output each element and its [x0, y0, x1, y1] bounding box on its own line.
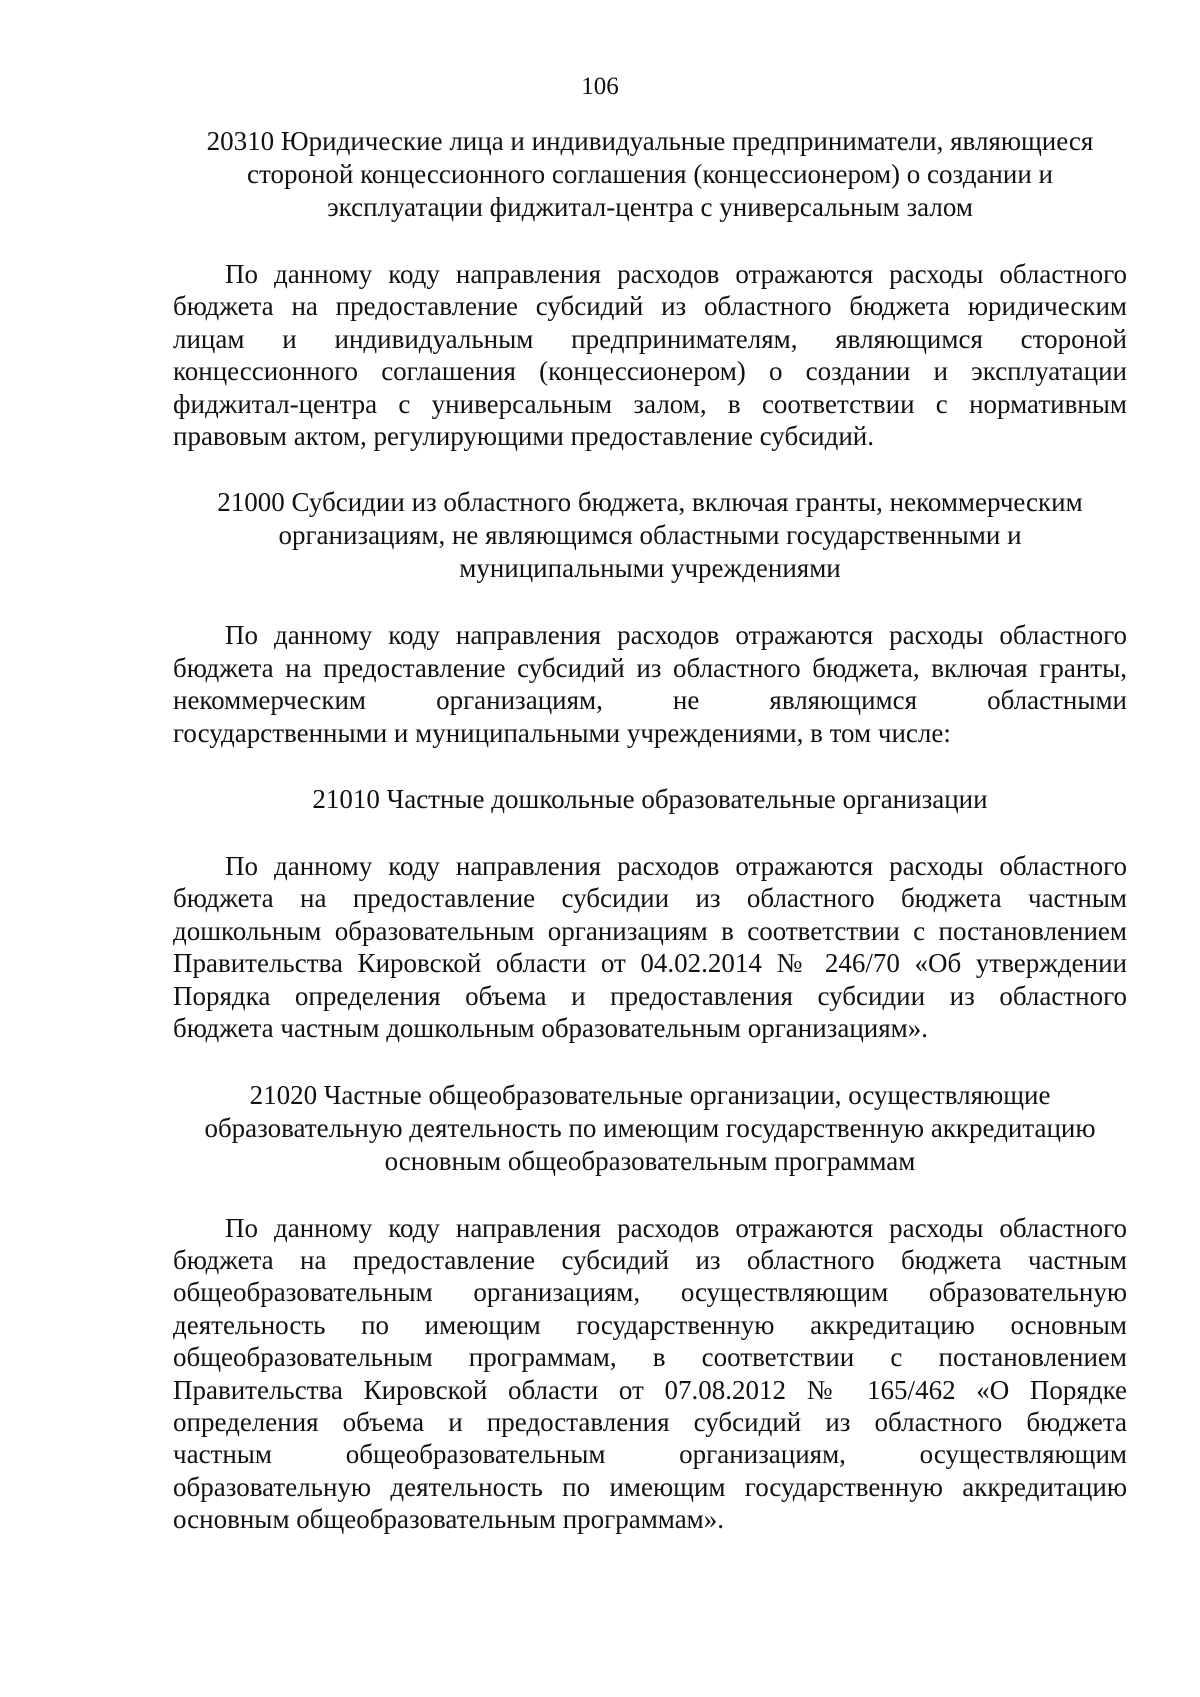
paragraph-line: определения объема и предоставления субсидий из областного бюджета: [173, 1406, 1127, 1437]
paragraph-line: лицам и индивидуальным предпринимателям, являющимся стороной: [173, 323, 1127, 354]
paragraph-line: деятельность по имеющим государственную аккредитацию основным: [173, 1309, 1127, 1340]
heading-line: 20310 Юридические лица и индивидуальные предприниматели, являющиеся: [206, 126, 1094, 156]
heading-line: 21010 Частные дошкольные образовательные организации: [312, 784, 988, 815]
body-paragraph: [173, 619, 1127, 749]
heading-line: организациям, не являющимся областными государственными и: [278, 520, 1022, 551]
paragraph-line: фиджитал-центра с универсальным залом, в соответствии с нормативным: [173, 388, 1127, 419]
heading-line: образовательную деятельность по имеющим государственную аккредитацию: [204, 1112, 1096, 1143]
paragraph-line: Правительства Кировской области от 04.02.2014 № 246/70 «Об утверждении: [173, 948, 1127, 979]
paragraph-line: некоммерческим организациям, не являющимся областными: [173, 685, 1127, 716]
paragraph-line: концессионного соглашения (концессионером) о создании и эксплуатации: [173, 356, 1127, 387]
paragraph-line: образовательную деятельность по имеющим государственную аккредитацию: [173, 1471, 1127, 1502]
heading-line: стороной концессионного соглашения (концессионером) о создании и: [247, 159, 1053, 189]
body-paragraph: [173, 258, 1127, 452]
heading-line: 21020 Частные общеобразовательные организации, осуществляющие: [249, 1079, 1051, 1110]
paragraph-line: бюджета частным дошкольным образовательным организациям».: [173, 1013, 928, 1044]
paragraph-line: дошкольным образовательным организациям в соответствии с постановлением: [173, 915, 1127, 946]
body-paragraph: [173, 850, 1127, 1044]
paragraph-line: По данному коду направления расходов отражаются расходы областного: [225, 620, 1127, 651]
section-heading: [173, 486, 1127, 585]
section-heading: [173, 783, 1127, 816]
paragraph-line: правовым актом, регулирующими предоставление субсидий.: [173, 421, 875, 452]
paragraph-line: общеобразовательным организациям, осуществляющим образовательную: [173, 1277, 1127, 1308]
heading-line: муниципальными учреждениями: [459, 553, 841, 584]
paragraph-line: бюджета на предоставление субсидий из областного бюджета частным: [173, 1244, 1127, 1275]
paragraph-line: государственными и муниципальными учреждениями, в том числе:: [173, 717, 951, 748]
heading-line: основным общеобразовательным программам: [384, 1145, 916, 1176]
heading-line: 21000 Субсидии из областного бюджета, включая гранты, некоммерческим: [217, 487, 1083, 518]
heading-line: эксплуатации фиджитал-центра с универсальным залом: [327, 192, 973, 222]
paragraph-line: общеобразовательным программам, в соответствии с постановлением: [173, 1342, 1127, 1373]
paragraph-line: По данному коду направления расходов отражаются расходы областного: [225, 851, 1127, 882]
section-heading: [173, 1079, 1127, 1178]
paragraph-line: По данному коду направления расходов отражаются расходы областного: [225, 1212, 1127, 1243]
paragraph-line: бюджета на предоставление субсидии из областного бюджета частным: [173, 883, 1127, 914]
paragraph-line: Порядка определения объема и предоставления субсидии из областного: [173, 980, 1127, 1011]
paragraph-line: бюджета на предоставление субсидий из областного бюджета юридическим: [173, 291, 1127, 322]
body-paragraph: [173, 1212, 1127, 1536]
paragraph-line: частным общеобразовательным организациям, осуществляющим: [173, 1439, 1127, 1470]
paragraph-line: Правительства Кировской области от 07.08.2012 № 165/462 «О Порядке: [173, 1374, 1127, 1405]
paragraph-line: основным общеобразовательным программам».: [173, 1504, 725, 1535]
paragraph-line: бюджета на предоставление субсидий из областного бюджета, включая гранты,: [173, 652, 1127, 683]
section-heading: [173, 125, 1127, 224]
document-body: [173, 125, 1127, 1536]
page-number: 106: [581, 73, 619, 100]
paragraph-line: По данному коду направления расходов отражаются расходы областного: [225, 259, 1127, 289]
